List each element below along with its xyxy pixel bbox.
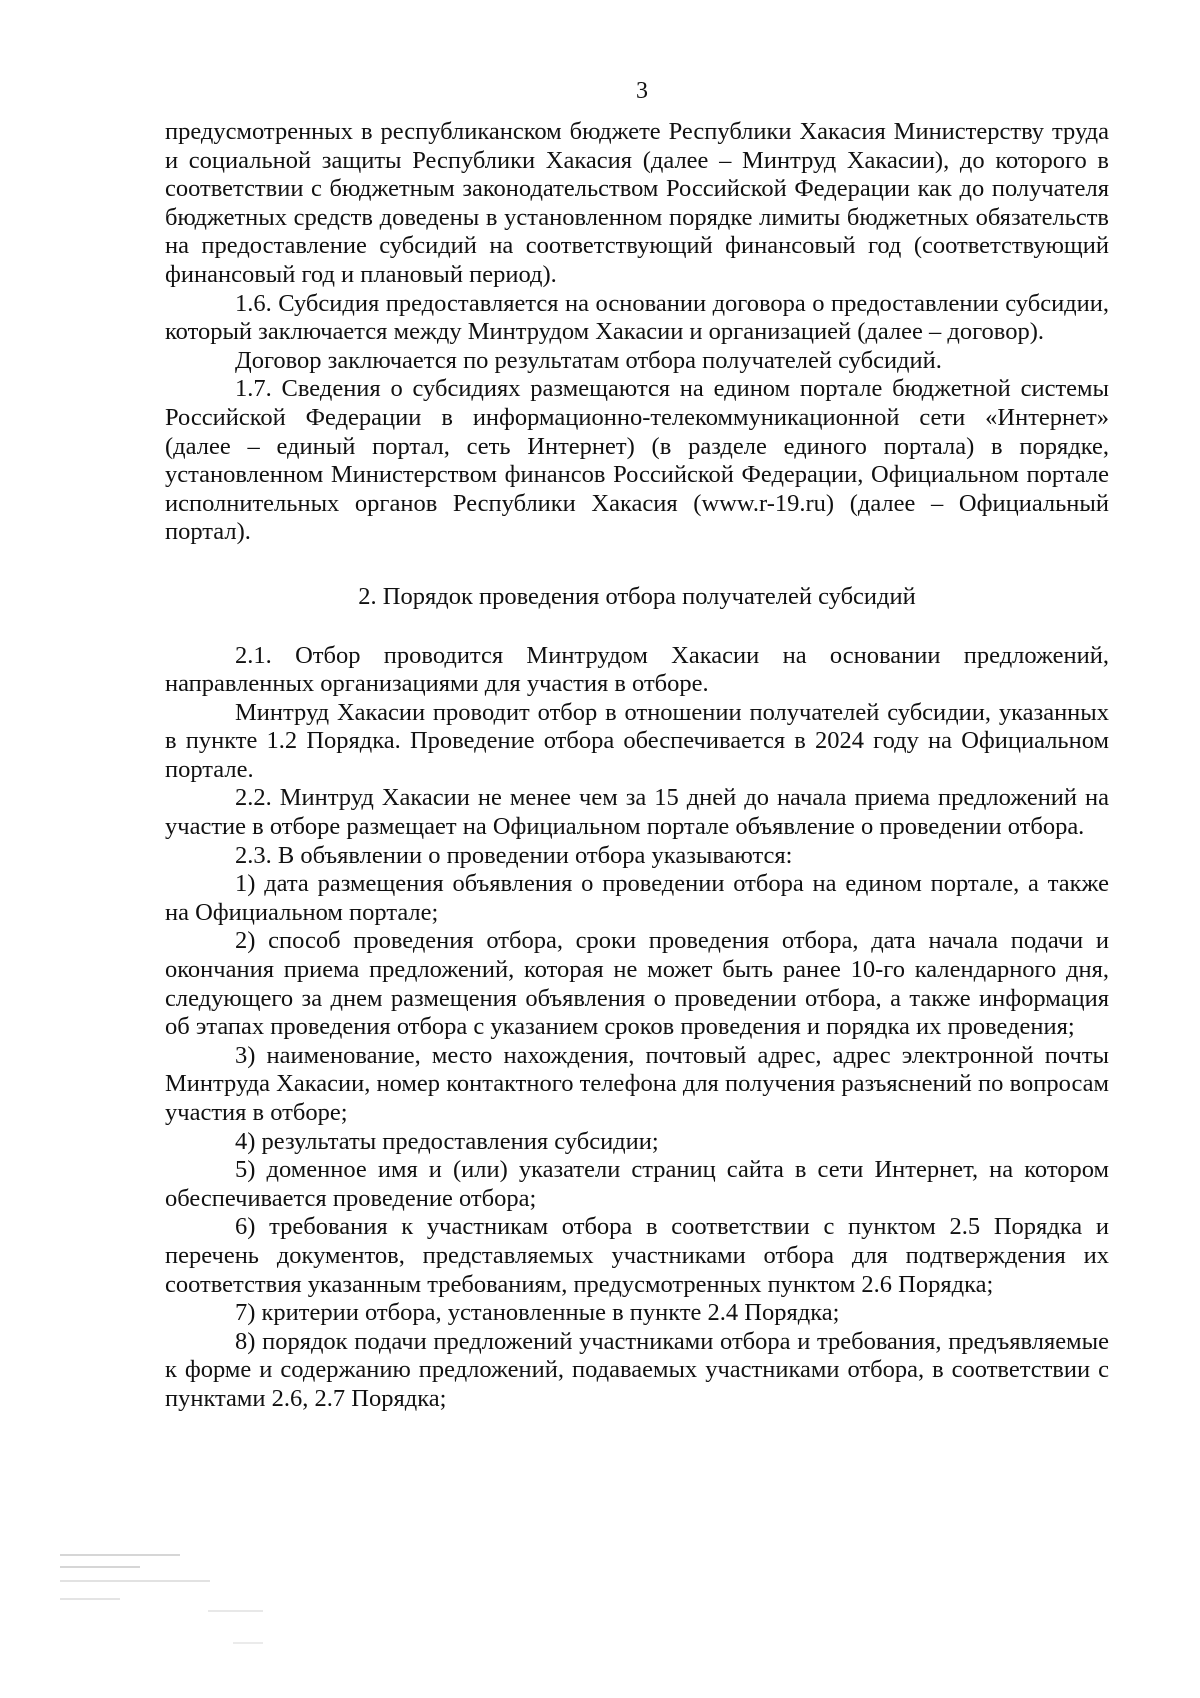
paragraph: Договор заключается по результатам отбора получателей субсидий. [235, 346, 942, 374]
list-item: 4) результаты предоставления субсидии; [235, 1127, 659, 1155]
paragraph: предусмотренных в республиканском бюджете Республики Хакасия Министерству труда и социальной защиты Республики Хакасия (далее – Минтруд Хакасии), до которого в соответствии с бюджетным законодательством Российской Федерации как до получателя бюджетных средств доведены в установленном порядке лимиты бюджетных обязательств на предоставление субсидий на соответствующий финансовый год (соответствующий финансовый год и плановый период). [165, 118, 1109, 288]
scan-artifact [58, 1550, 273, 1660]
list-item: 6) требования к участникам отбора в соответствии с пунктом 2.5 Порядка и перечень документов, представляемых участниками отбора для подтверждения их соответствия указанным требованиям, предусмотренных пунктом 2.6 Порядка; [165, 1213, 1109, 1298]
paragraph: Минтруд Хакасии проводит отбор в отношении получателей субсидии, указанных в пункте 1.2 Порядка. Проведение отбора обеспечивается в 2024 году на Официальном портале. [165, 698, 1109, 783]
paragraph: 1.6. Субсидия предоставляется на основании договора о предоставлении субсидии, который заключается между Минтрудом Хакасии и организацией (далее – договор). [165, 289, 1109, 346]
list-item: 1) дата размещения объявления о проведении отбора на едином портале, а также на Официальном портале; [165, 870, 1109, 926]
page-number: 3 [636, 78, 648, 104]
list-item: 7) критерии отбора, установленные в пункте 2.4 Порядка; [235, 1299, 840, 1327]
list-item: 2) способ проведения отбора, сроки проведения отбора, дата начала подачи и окончания приема предложений, которая не может быть ранее 10-го календарного дня, следующего за днем размещения объявления о проведении отбора, а также информация об этапах проведения отбора с указанием сроков проведения и порядка их проведения; [165, 927, 1109, 1041]
paragraph: 1.7. Сведения о субсидиях размещаются на едином портале бюджетной системы Российской Федерации в информационно-телекоммуникационной сети «Интернет» (далее – единый портал, сеть Интернет) (в разделе единого портала) в порядке, установленном Министерством финансов Российской Федерации, Официальном портале исполнительных органов Республики Хакасия (www.r-19.ru) (далее – Официальный портал). [165, 375, 1109, 546]
list-item: 8) порядок подачи предложений участниками отбора и требования, предъявляемые к форме и содержанию предложений, подаваемых участниками отбора, в соответствии с пунктами 2.6, 2.7 Порядка; [165, 1327, 1109, 1412]
paragraph: 2.2. Минтруд Хакасии не менее чем за 15 дней до начала приема предложений на участие в отборе размещает на Официальном портале объявление о проведении отбора. [165, 784, 1109, 841]
list-item: 3) наименование, место нахождения, почтовый адрес, адрес электронной почты Минтруда Хакасии, номер контактного телефона для получения разъяснений по вопросам участия в отборе; [165, 1041, 1109, 1126]
document-body [165, 118, 1109, 1414]
section-heading: 2. Порядок проведения отбора получателей субсидий [358, 582, 916, 610]
list-item: 5) доменное имя и (или) указатели страниц сайта в сети Интернет, на котором обеспечивается проведение отбора; [165, 1156, 1109, 1212]
paragraph: 2.3. В объявлении о проведении отбора указываются: [235, 841, 793, 869]
paragraph: 2.1. Отбор проводится Минтрудом Хакасии на основании предложений, направленных организациями для участия в отборе. [165, 641, 1109, 698]
